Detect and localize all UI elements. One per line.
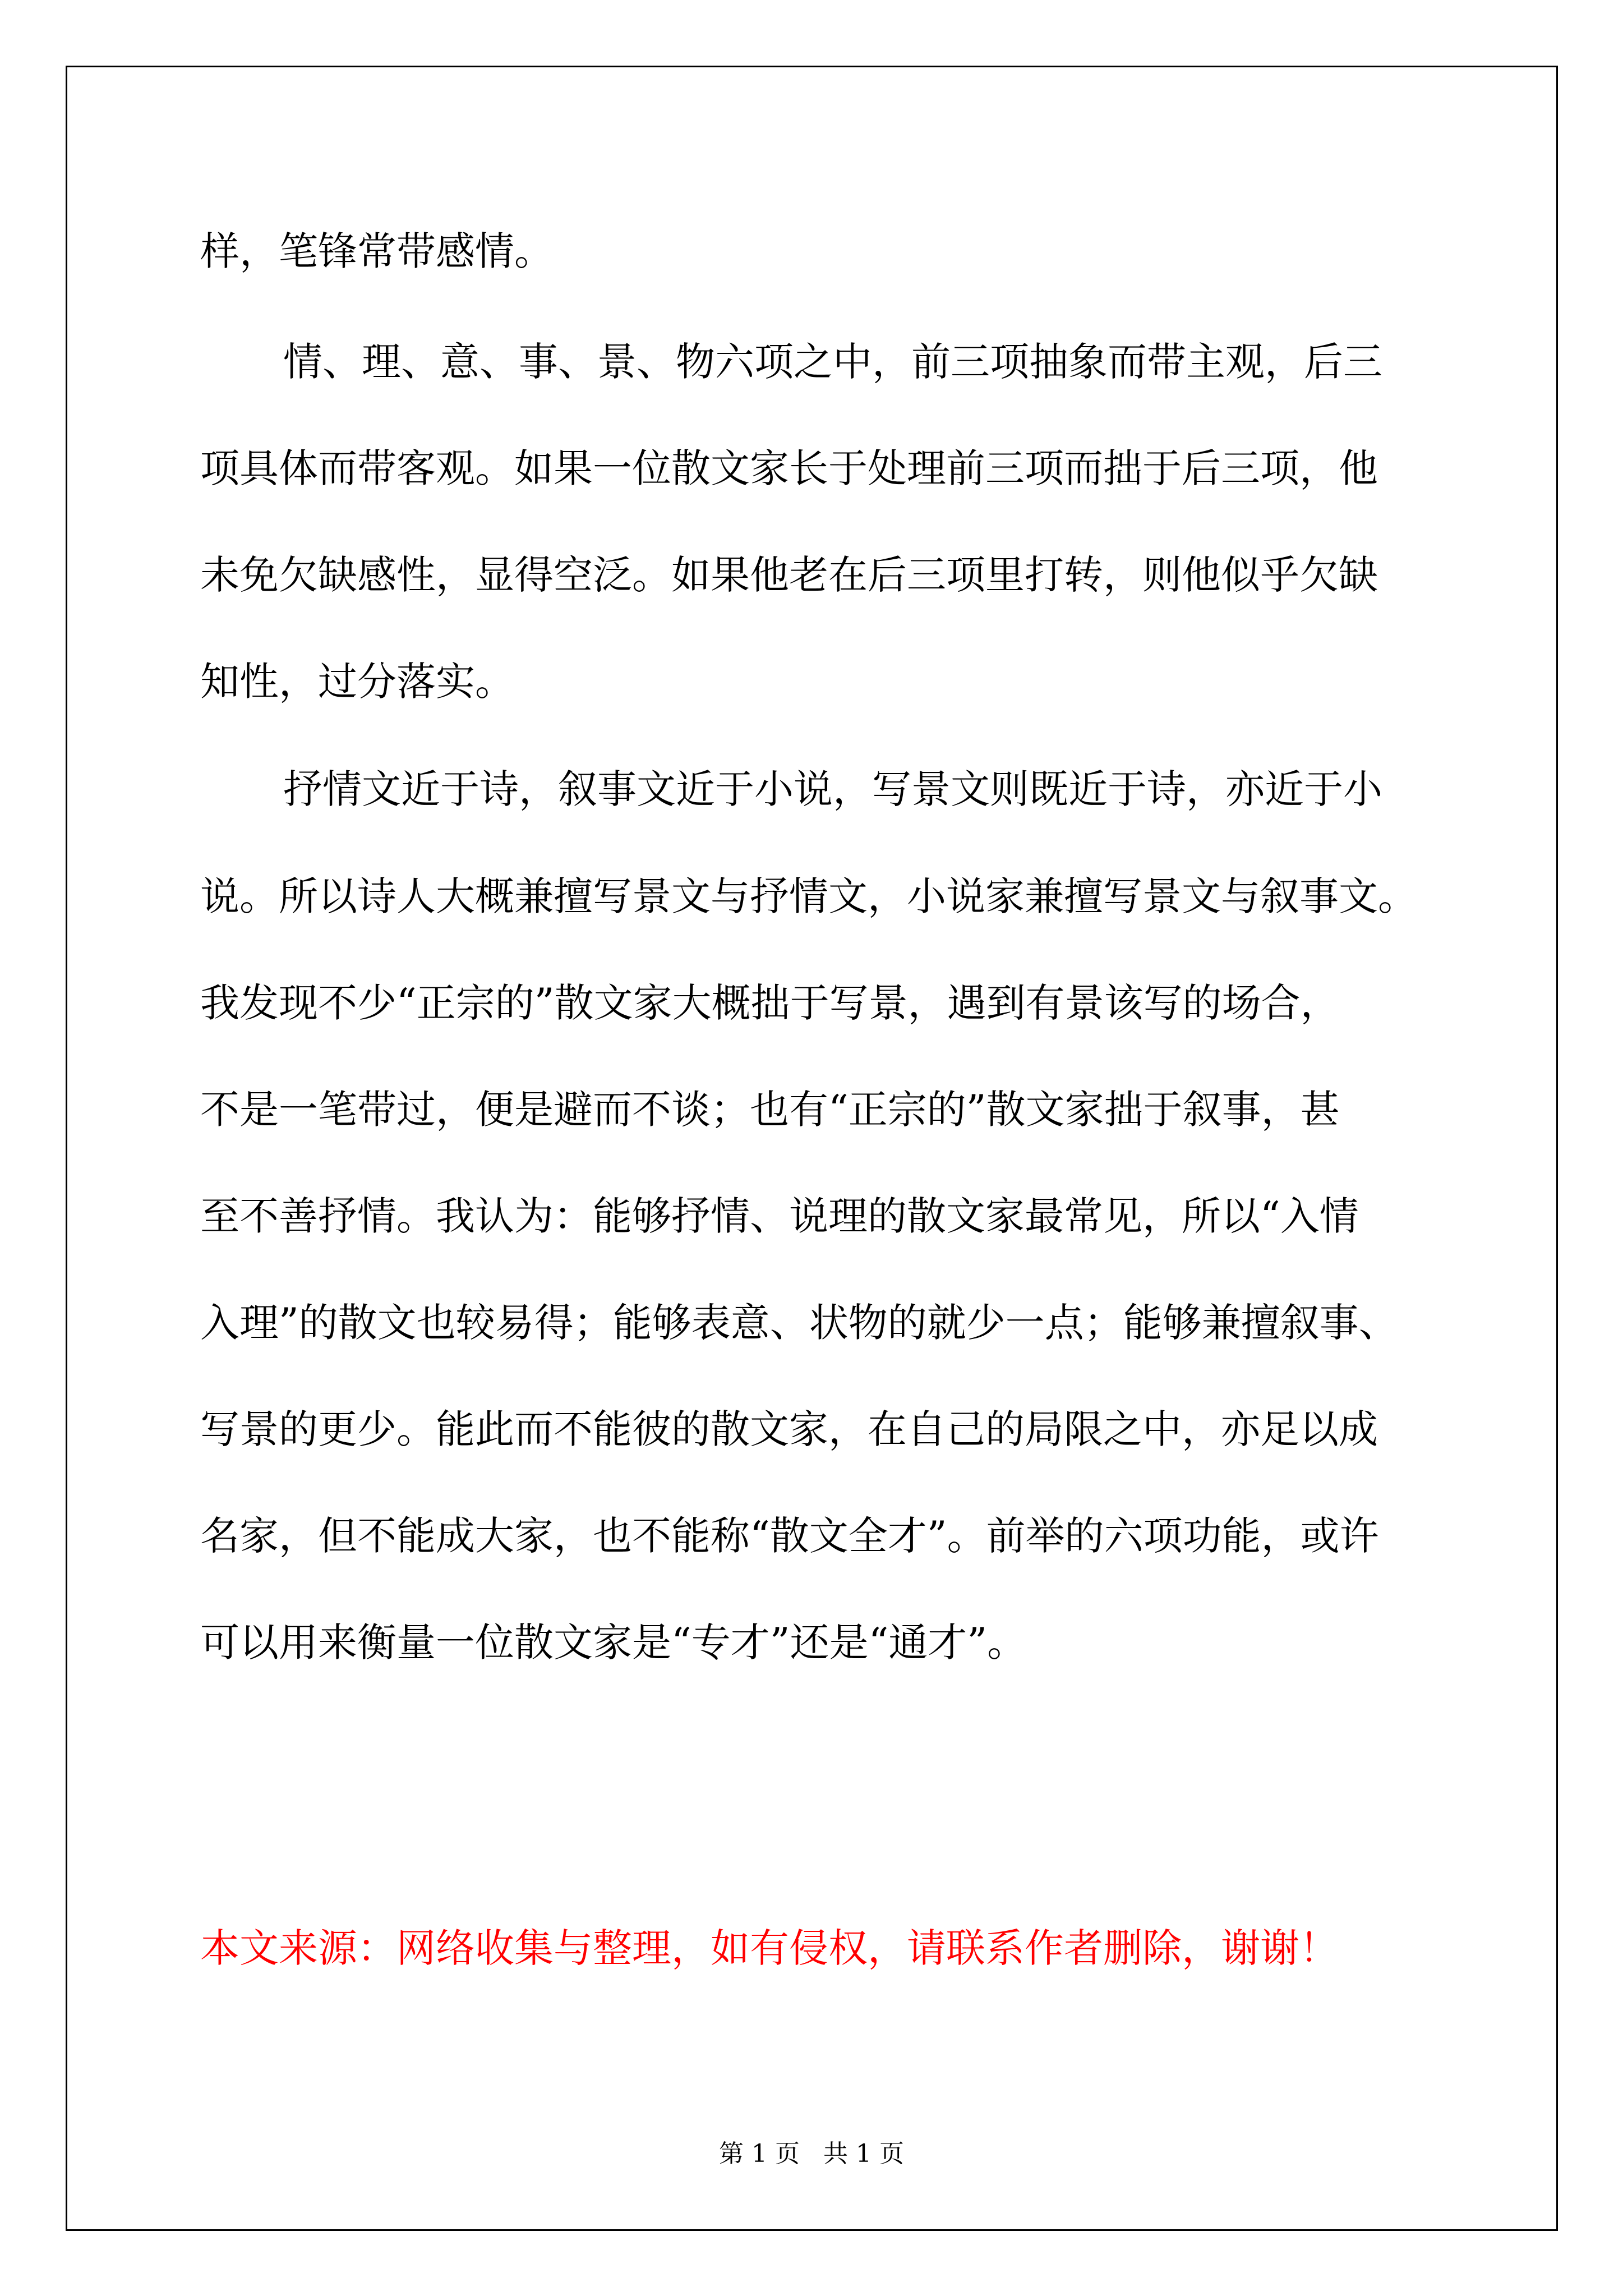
text-line: 情、理、意、事、景、物六项之中，前三项抽象而带主观，后三 bbox=[283, 339, 1382, 385]
text-line: 未免欠缺感性，显得空泛。如果他老在后三项里打转，则他似乎欠缺 bbox=[200, 552, 1378, 598]
text-line: 名家，但不能成大家，也不能称“散文全才”。前举的六项功能，或许 bbox=[200, 1513, 1379, 1559]
text-line: 可以用来衡量一位散文家是“专才”还是“通才”。 bbox=[200, 1619, 1027, 1665]
page-border bbox=[66, 66, 1558, 2231]
text-line: 抒情文近于诗，叙事文近于小说，写景文则既近于诗，亦近于小 bbox=[283, 766, 1382, 812]
text-line: 写景的更少。能此而不能彼的散文家，在自己的局限之中，亦足以成 bbox=[200, 1406, 1378, 1452]
text-line: 入理”的散文也较易得；能够表意、状物的就少一点；能够兼擅叙事、 bbox=[200, 1300, 1398, 1346]
text-line: 知性，过分落实。 bbox=[200, 659, 514, 705]
text-line: 样，笔锋常带感情。 bbox=[200, 228, 554, 274]
text-line: 说。所以诗人大概兼擅写景文与抒情文，小说家兼擅写景文与叙事文。 bbox=[200, 873, 1417, 919]
text-line: 我发现不少“正宗的”散文家大概拙于写景，遇到有景该写的场合， bbox=[200, 980, 1340, 1026]
text-line: 项具体而带客观。如果一位散文家长于处理前三项而拙于后三项，他 bbox=[200, 445, 1378, 491]
source-note: 本文来源：网络收集与整理，如有侵权，请联系作者删除，谢谢！ bbox=[200, 1925, 1339, 1971]
text-line: 不是一笔带过，便是避而不谈；也有“正宗的”散文家拙于叙事，甚 bbox=[200, 1087, 1340, 1133]
text-line: 至不善抒情。我认为：能够抒情、说理的散文家最常见，所以“入情 bbox=[200, 1193, 1359, 1239]
page-footer: 第 1 页 共 1 页 bbox=[719, 2139, 904, 2168]
